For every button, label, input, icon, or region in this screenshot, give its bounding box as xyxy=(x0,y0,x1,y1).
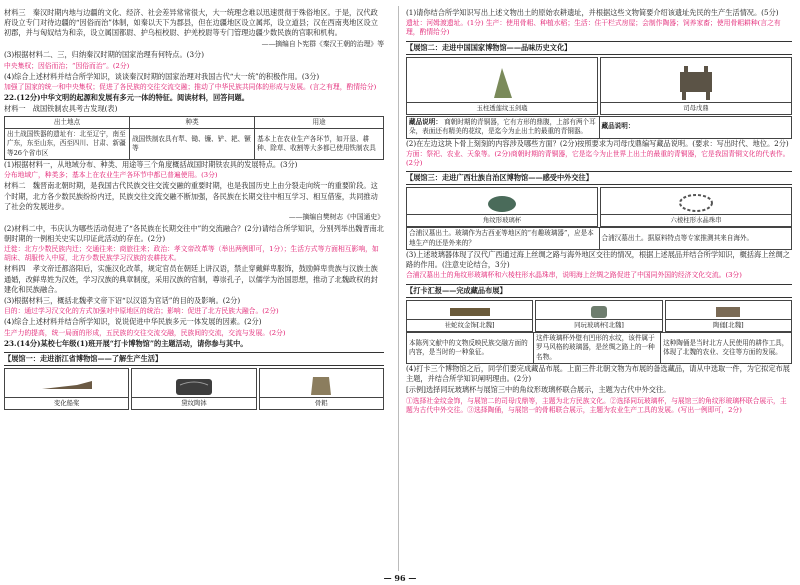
material-1-title: 材料一 战国铁制农具考古发现(表) xyxy=(4,104,118,114)
material-2-source: ——摘编自樊树志《中国通史》 xyxy=(288,213,384,221)
answer-22-3: 目的：通过学习汉文化的方式加强对中原地区的统治；影响：促进了北方民族大融合。(2分) xyxy=(4,307,279,316)
board-images xyxy=(406,300,792,332)
hall-1-images xyxy=(4,368,384,410)
artifact-caption: 陶俑[北魏] xyxy=(666,319,791,331)
artifact-caption: 骨耜 xyxy=(260,397,383,409)
column-divider xyxy=(398,6,399,571)
artifact-card xyxy=(406,300,533,332)
question-22-3: (3)根据材料三，概括北魏孝文帝下诏“以汉语为官话”的目的及影响。(2分) xyxy=(4,296,241,306)
question-23-4: (4)打卡三个博物馆之后，同学们要完成藏品布展。上面三件北朝文物为布展的备选藏品，请从中选取一件，为它拟定布展主题，并结合所学知识阐明理由。(2分) xyxy=(406,363,790,384)
artifact-caption: 六棱柱形水晶珠串 xyxy=(601,214,791,226)
crystal-beads-image xyxy=(666,192,726,214)
gold-ornament-image xyxy=(440,305,500,319)
answer-23-4: ①选择社金纹金饰，与展馆二的司母戊鼎等，主题为北方民族文化。②选择同玩玻璃杯，与展馆三的角纹形玻璃杯联合展示，主题为古代中外交往。③选择陶俑，与展馆一的骨耜联合展示，主题为农业生产工具的发展。(写出一例即可，2分) xyxy=(406,396,787,414)
boat-paddle-image xyxy=(37,375,97,397)
answer-23-3: 合浦汉墓出土的角纹形玻璃杯和六棱柱形水晶珠串，说明海上丝绸之路促进了中国同外国的经济文化交流。(3分) xyxy=(406,271,742,280)
glass-cup-image xyxy=(472,192,532,214)
hall-1-heading: 【展馆一：走进浙江省博物馆——了解生产生活】 xyxy=(4,352,384,366)
page-number: — 96 — xyxy=(383,573,417,583)
bronze-ding-image xyxy=(666,64,726,102)
table-cell-location: 出土战国铁器的遗址有：北至辽宁，南至广东，东至山东，西至四川、甘肃、新疆等26个省市区 xyxy=(5,128,130,159)
bone-spade-image xyxy=(291,375,351,397)
answer-23-2: 方面：祭祀、农业、天象等。(2分)商朝时期的青铜器，它是迄今为止世界上出土的最重的青铜器，它是我国青铜文化的代表作。(2分) xyxy=(406,149,790,167)
collection-note-left: 商朝时期的青铜器，它有方形的鼎腹，上部有两个耳朵，表面还有精美的花纹，是迄今为止出土的最重的青铜器。 xyxy=(409,117,596,136)
question-23-3: (3)上述玻璃器体现了汉代广西通过海上丝绸之路与海外地区交往的情况，根据上述展品并结合所学知识，概括海上丝绸之路的作用。(注意史论结合，3分) xyxy=(406,250,790,270)
iron-tools-table xyxy=(4,116,384,160)
question-22-1: (1)根据材料一，从地域分布、种类、用途等三个角度概括战国时期铁农具的发展特点。(3分) xyxy=(4,159,298,169)
board-heading: 【打卡汇报——完成藏品布展】 xyxy=(406,284,792,298)
pottery-bowl-image xyxy=(164,375,224,397)
artifact-caption: 社蛇纹金饰[北魏] xyxy=(407,319,532,331)
table-cell-type: 战国铁制农具有犁、锄、镰、铲、耙、镢等 xyxy=(130,128,255,159)
question-22: 22.(12分)中华文明的起源和发展有多元一体的特征。阅读材料，回答问题。 xyxy=(4,93,249,103)
board-desc: 这件玻璃杯外壁有凹形的水纹，该件属于罗马风格的玻璃器，是丝绸之路上的一种名物。 xyxy=(534,332,661,363)
question-23-1: (1)请你结合所学知识写出上述文物出土的原始农耕遗址，并根据这些文物简要介绍该遗址先民的生产生活情况。(5分) xyxy=(406,8,779,17)
hall-3-desc-left: 合浦汉墓出土。玻璃作为古西亚等地区的“有趣玻璃器”，应是本地生产的还是外来的？ xyxy=(407,228,600,250)
board-desc-table xyxy=(406,332,792,364)
material-3-source: ——摘编自卜宪群《秦汉王朝的治理》等 xyxy=(261,39,384,48)
question-23-2: (2)在左边这块卜骨上刻刻的内容涉及哪些方面？(2分)按照要求为司母戊鼎编写藏品说明。(要求：写出时代、地位。2分) xyxy=(406,138,789,148)
example: [示例]选择同玩玻璃杯与展馆三中的角纹形玻璃杯联合展示，主题为古代中外交往。 xyxy=(406,385,671,395)
material-2: 材料二 魏晋南北朝时期，是我国古代民族交往交流交融的重要时期，也是我国历史上由分裂走向统一的重要阶段。这个时期，北方各少数民族纷纷内迁，民族交往交流交融不断加强，各民族在长期交往中相互学习、相互借鉴，共同推动了社会的发展进步。 xyxy=(4,181,378,211)
board-desc: 这种陶俑是当时北方人民使用的耕作工具，体现了北魏的农业、交往等方面的发展。 xyxy=(661,332,792,363)
artifact-card xyxy=(406,187,598,227)
answer-22-2: 迁徙：北方少数民族内迁；交通往来：商旅往来；政治：孝文帝改革等（举出两例即可，1分）；生活方式等方面相互影响，如胡床、胡服传入中原，北方少数民族学习汉族的农耕技术。 xyxy=(4,245,379,263)
jade-artifact-image xyxy=(472,64,532,102)
artifact-card xyxy=(665,300,792,332)
question-22-4: (4)综合上述材料并结合所学知识，说说促进中华民族多元一体发展的因素。(2分) xyxy=(4,317,262,327)
hall-3-desc-right: 合浦汉墓出土。据原料特点等专家推测其来自海外。 xyxy=(599,228,792,250)
artifact-card xyxy=(600,187,792,227)
artifact-card xyxy=(535,300,662,332)
table-head-use: 用途 xyxy=(255,116,384,128)
question-3: (3)根据材料二、三，归纳秦汉时期的国家治理有何特点。(3分) xyxy=(4,50,205,60)
question-22-2: (2)材料二中，韦庆认为哪些活动促进了“各民族在长期交往中”的交流融合？(2分)请结合所学知识，分别列举出魏晋南北朝时期的一例相关史实以印证此活动的存在。(2分) xyxy=(4,223,384,243)
collection-note-label: 藏品说明： xyxy=(409,117,442,126)
hall-3-heading: 【展馆三：走进广西壮族自治区博物馆——感受中外交往】 xyxy=(406,171,792,185)
hall-3-images xyxy=(406,187,792,227)
artifact-card xyxy=(4,368,129,410)
material-4: 材料四 孝文帝迁都洛阳后，实施汉化改革，规定官员在朝廷上讲汉语，禁止穿戴鲜卑服饰，鼓励鲜卑贵族与汉族士族通婚，改鲜卑姓为汉姓，学习汉族的典章制度，采用汉族的官制，尊崇孔子，以儒学为治国思想，推动了北魏政权的封建化和民族融合。 xyxy=(4,264,378,294)
collection-note-table xyxy=(406,116,792,139)
artifact-caption: 玉柱透莲纹玉剑璏 xyxy=(407,102,597,114)
table-head-location: 出土地点 xyxy=(5,116,130,128)
answer-22-1: 分布地域广，种类多；基本上在农业生产各环节中都已普遍使用。(3分) xyxy=(4,171,218,180)
artifact-caption: 黛纹陶钵 xyxy=(132,397,255,409)
hall-3-desc-table xyxy=(406,227,792,250)
artifact-caption: 变化船桨 xyxy=(5,397,128,409)
artifact-caption: 司母戊鼎 xyxy=(601,102,791,114)
artifact-caption: 角纹形玻璃杯 xyxy=(407,214,597,226)
glass-cup-image xyxy=(569,305,629,319)
pottery-figure-image xyxy=(698,305,758,319)
answer-23-1: 遗址：河姆渡遗址。(1分) 生产：使用骨耜、种植水稻；生活：住干栏式房屋；会制作陶器；饲养家畜；使用骨耜耕种(言之有理，酌情给分) xyxy=(406,19,781,37)
left-column xyxy=(4,8,384,410)
table-row xyxy=(5,128,384,159)
artifact-caption: 同玩玻璃杯[北魏] xyxy=(536,319,661,331)
answer-22-4: 生产力的提高，统一局面的形成，五民族的交往交流交融，民族间的交流，交流与发展。(2分) xyxy=(4,328,286,337)
table-head-type: 种类 xyxy=(130,116,255,128)
question-4: (4)综合上述材料并结合所学知识，谈谈秦汉时期的国家治理对我国古代“大一统”的积极作用。(3分) xyxy=(4,71,320,81)
hall-2-heading: 【展馆二：走进中国国家博物馆——品味历史文化】 xyxy=(406,41,792,55)
table-cell-use: 基本上在农业生产各环节，如开垦、耕种、除草、收割等大多都已使用铁制农具 xyxy=(255,128,384,159)
collection-note-label-right: 藏品说明： xyxy=(601,122,635,131)
answer-4: 加强了国家的统一和中央集权；促进了各民族的交往交流交融；推动了中华民族共同体的形成与发展。(言之有理，酌情给分) xyxy=(4,82,377,91)
question-23: 23.(14分)某校七年级(1)班开展“打卡博物馆”的主题活动，请你参与其中。 xyxy=(4,338,248,348)
answer-3: 中央集权；因俗而治；“因俗而治”。(2分) xyxy=(4,61,130,70)
artifact-card xyxy=(406,57,598,115)
board-desc: 本陈列文献中的文物反映民族交融方面的内容，是当时的一种象征。 xyxy=(407,332,534,363)
material-3: 材料三 秦汉时期内地与边疆的文化、经济、社会差异常常很大，大一统理念难以迅速贯彻于殊俗地区。于是，汉代政府设立专门对待边疆的“因俗而治”体制，如秦以天下为郡县，但在边疆地区设立属邦，设立道县；汉在西南夷地区设立初郡，并与匈奴结为和亲，设立属国都尉、护乌桓校尉、护羌校尉等专门管理边疆少数民族的官职和机构。 xyxy=(4,8,378,38)
artifact-card xyxy=(600,57,792,115)
hall-2-images xyxy=(406,57,792,115)
artifact-card xyxy=(259,368,384,410)
right-column xyxy=(406,8,792,416)
artifact-card xyxy=(131,368,256,410)
